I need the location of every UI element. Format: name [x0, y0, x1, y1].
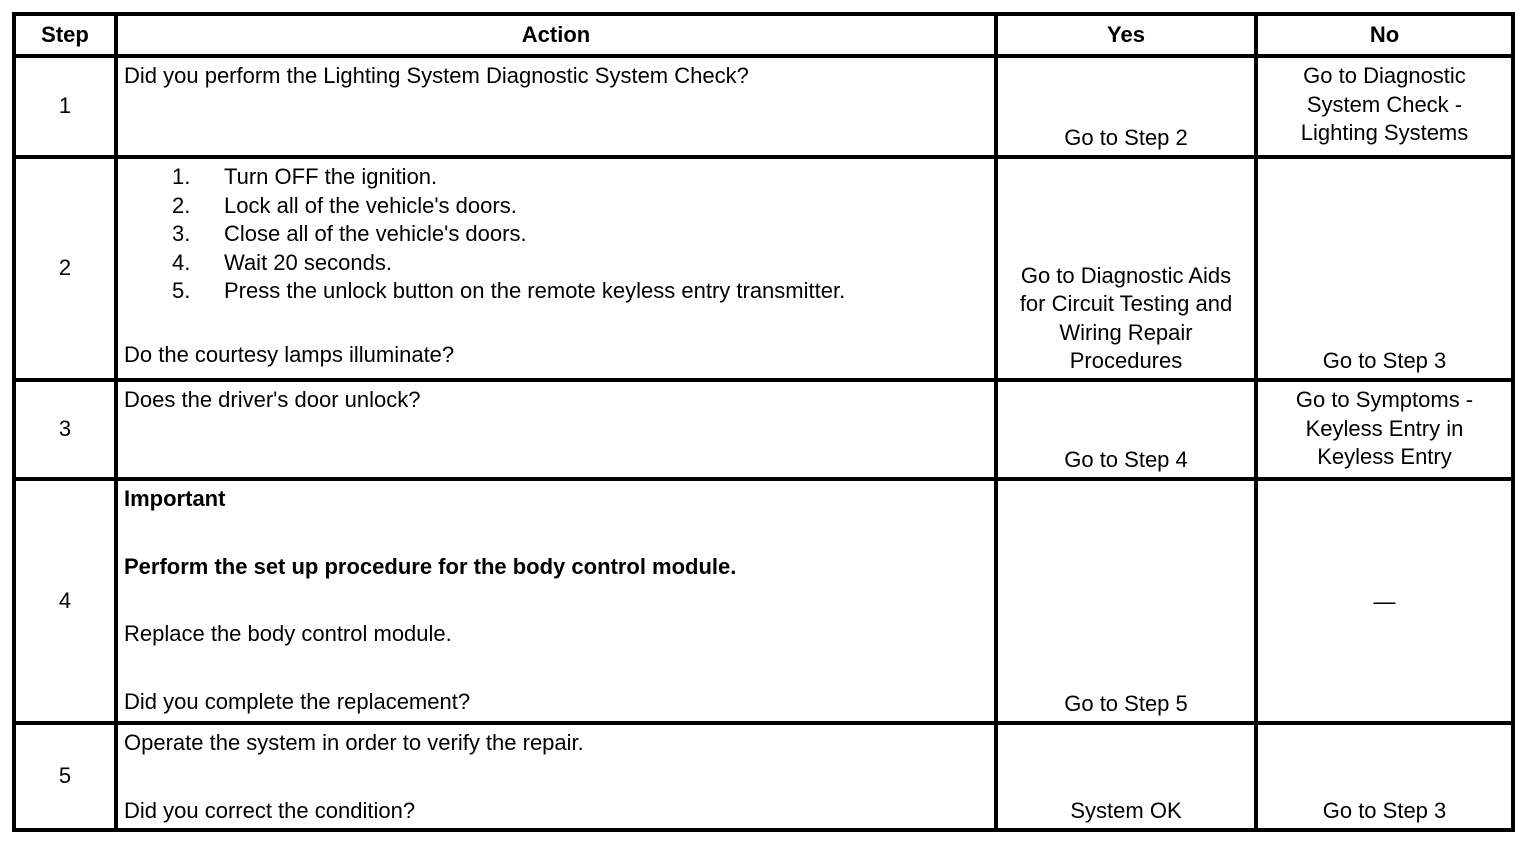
yes-result-line: Go to Diagnostic Aids	[1020, 262, 1232, 288]
no-result-line: System Check -	[1306, 91, 1463, 117]
step-number: 3	[16, 380, 116, 479]
no-result	[1256, 56, 1511, 157]
action-cell	[116, 723, 996, 828]
action-question: Did you correct the condition?	[124, 797, 416, 823]
no-result-line: Keyless Entry in	[1305, 415, 1464, 441]
step-number: 1	[16, 56, 116, 157]
action-instruction: Operate the system in order to verify the repair.	[124, 730, 584, 755]
no-result: Go to Step 3	[1256, 723, 1511, 828]
header-step: Step	[16, 16, 116, 56]
important-label: Important	[124, 486, 226, 511]
list-item: 5. Press the unlock button on the remote keyless entry transmitter.	[172, 278, 846, 304]
header-yes: Yes	[996, 16, 1256, 56]
no-result-line: Go to Diagnostic	[1303, 63, 1466, 88]
table-row-step-1	[16, 56, 1511, 157]
yes-result: Go to Step 5	[996, 479, 1256, 723]
table-row-step-2	[16, 157, 1511, 380]
yes-result: Go to Step 4	[996, 380, 1256, 479]
step-number: 2	[16, 157, 116, 380]
no-result: Go to Step 3	[1256, 157, 1511, 380]
table-row-step-4	[16, 479, 1511, 723]
action-question: Do the courtesy lamps illuminate?	[124, 342, 455, 368]
header-no: No	[1256, 16, 1511, 56]
no-result: —	[1256, 479, 1511, 723]
yes-result	[996, 157, 1256, 380]
action-question: Did you complete the replacement?	[124, 688, 471, 714]
important-note: Perform the set up procedure for the body control module.	[124, 553, 737, 579]
action-instruction: Replace the body control module.	[124, 621, 452, 647]
header-row	[16, 16, 1511, 56]
action-cell	[116, 157, 996, 380]
action-cell	[116, 56, 996, 157]
diagnostic-table-document	[12, 12, 1515, 832]
list-item: 1. Turn OFF the ignition.	[172, 164, 438, 189]
action-question: Does the driver's door unlock?	[124, 387, 421, 412]
step-number: 5	[16, 723, 116, 828]
diagnostic-table	[16, 16, 1511, 828]
yes-result-line: Procedures	[1069, 348, 1183, 374]
no-result-line: Keyless Entry	[1317, 444, 1452, 470]
yes-result: Go to Step 2	[996, 56, 1256, 157]
table-row-step-5	[16, 723, 1511, 828]
procedure-list	[124, 163, 988, 306]
header-action: Action	[116, 16, 996, 56]
action-cell	[116, 380, 996, 479]
list-item: 3. Close all of the vehicle's doors.	[172, 221, 527, 247]
list-item: 2. Lock all of the vehicle's doors.	[172, 192, 517, 218]
table-row-step-3	[16, 380, 1511, 479]
no-result-line: Lighting Systems	[1300, 120, 1469, 146]
no-result-line: Go to Symptoms -	[1295, 387, 1474, 412]
no-result	[1256, 380, 1511, 479]
yes-result: System OK	[996, 723, 1256, 828]
list-item: 4. Wait 20 seconds.	[172, 249, 392, 275]
action-question: Did you perform the Lighting System Diagnostic System Check?	[124, 63, 749, 88]
action-cell	[116, 479, 996, 723]
step-number: 4	[16, 479, 116, 723]
yes-result-line: for Circuit Testing and	[1019, 291, 1233, 317]
yes-result-line: Wiring Repair	[1059, 319, 1193, 345]
